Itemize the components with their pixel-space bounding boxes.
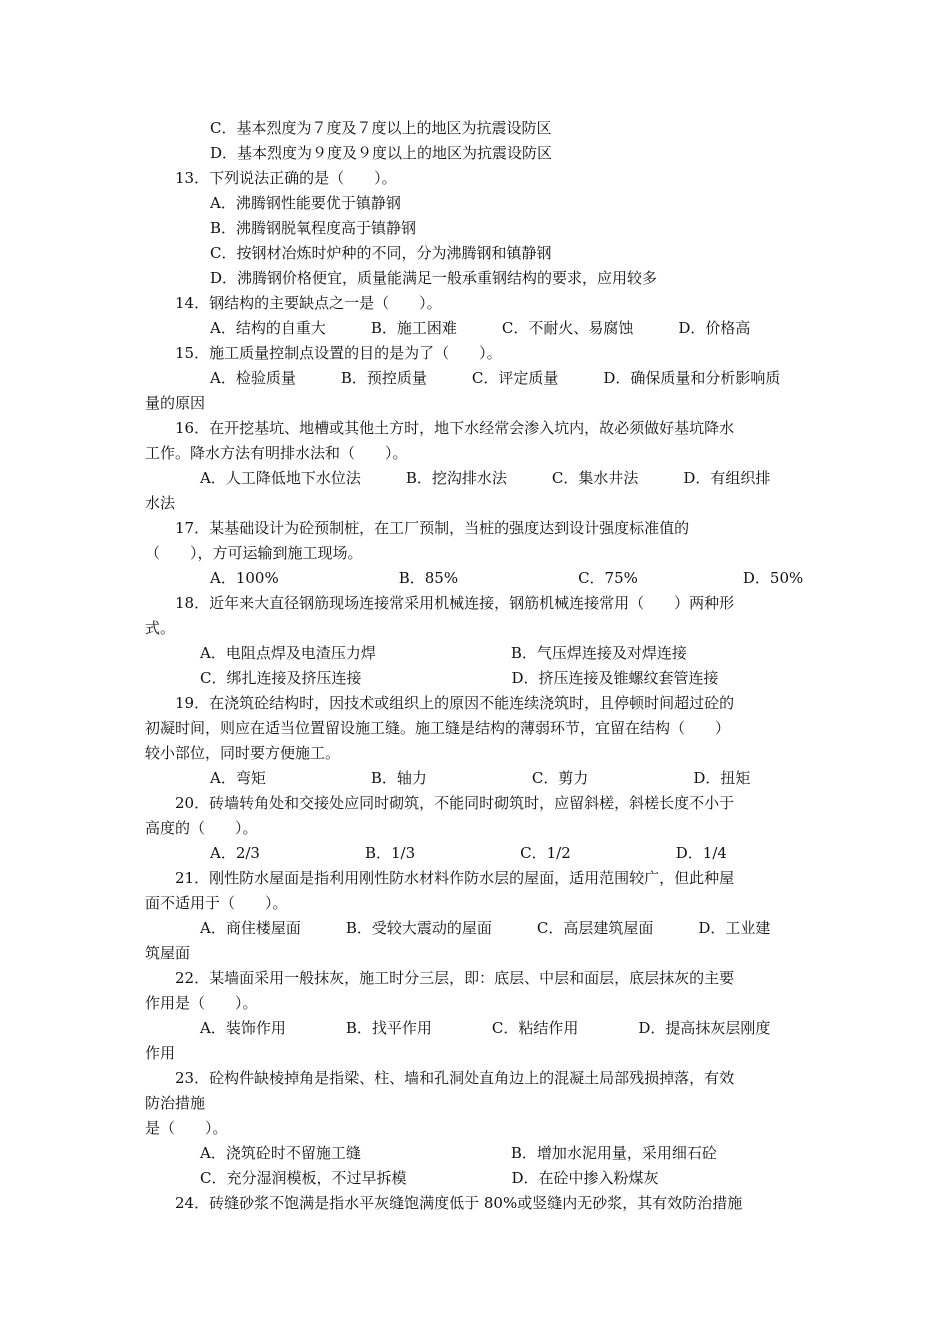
question-23: 23．砼构件缺棱掉角是指梁、柱、墙和孔洞处直角边上的混凝土局部残损掉落，有效 <box>175 1069 735 1087</box>
option-a-13: A．沸腾钢性能要优于镇静钢 <box>210 194 401 212</box>
option-c-12: C．基本烈度为７度及７度以上的地区为抗震设防区 <box>210 119 552 137</box>
options-22: A．装饰作用 B．找平作用 C．粘结作用 D．提高抹灰层刚度 <box>200 1019 771 1037</box>
options-18-ab: A．电阻点焊及电渣压力焊 B．气压焊连接及对焊连接 <box>200 644 687 662</box>
question-23-cont-1: 防治措施 <box>145 1094 206 1112</box>
options-19: A．弯矩 B．轴力 C．剪力 D．扭矩 <box>210 769 751 787</box>
question-17: 17．某基础设计为砼预制桩，在工厂预制，当桩的强度达到设计强度标准值的 <box>175 519 690 537</box>
option-d-13: D．沸腾钢价格便宜，质量能满足一般承重钢结构的要求，应用较多 <box>210 269 658 287</box>
question-22: 22．某墙面采用一般抹灰，施工时分三层，即：底层、中层和面层，底层抹灰的主要 <box>175 969 735 987</box>
question-23-cont-2: 是（ ）。 <box>145 1119 228 1137</box>
question-19-cont-1: 初凝时间，则应在适当位置留设施工缝。施工缝是结构的薄弱环节，宜留在结构（ ） <box>145 719 731 737</box>
question-15: 15．施工质量控制点设置的目的是为了（ ）。 <box>175 344 502 362</box>
question-13: 13．下列说法正确的是（ ）。 <box>175 169 397 187</box>
options-20: A．2/3 B．1/3 C．1/2 D．1/4 <box>210 844 727 862</box>
question-20-cont: 高度的（ ）。 <box>145 819 258 837</box>
question-17-cont: （ ），方可运输到施工现场。 <box>145 544 363 562</box>
options-23-ab: A．浇筑砼时不留施工缝 B．增加水泥用量，采用细石砼 <box>200 1144 717 1162</box>
question-22-cont: 作用是（ ）。 <box>145 994 258 1012</box>
options-16-cont: 水法 <box>145 494 176 512</box>
question-19: 19．在浇筑砼结构时，因技术或组织上的原因不能连续浇筑时，且停顿时间超过砼的 <box>175 694 735 712</box>
option-b-13: B．沸腾钢脱氧程度高于镇静钢 <box>210 219 417 237</box>
options-21: A．商住楼屋面 B．受较大震动的屋面 C．高层建筑屋面 D．工业建 <box>200 919 771 937</box>
question-21-cont: 面不适用于（ ）。 <box>145 894 288 912</box>
options-22-cont: 作用 <box>145 1044 176 1062</box>
question-18-cont: 式。 <box>145 619 176 637</box>
options-14: A．结构的自重大 B．施工困难 C．不耐火、易腐蚀 D．价格高 <box>210 319 751 337</box>
option-d-12: D．基本烈度为９度及９度以上的地区为抗震设防区 <box>210 144 553 162</box>
question-18: 18．近年来大直径钢筋现场连接常采用机械连接，钢筋机械连接常用（ ）两种形 <box>175 594 735 612</box>
option-c-13: C．按钢材冶炼时炉种的不同，分为沸腾钢和镇静钢 <box>210 244 552 262</box>
options-15-cont: 量的原因 <box>145 394 206 412</box>
options-15: A．检验质量 B．预控质量 C．评定质量 D．确保质量和分析影响质 <box>210 369 781 387</box>
question-14: 14．钢结构的主要缺点之一是（ ）。 <box>175 294 442 312</box>
question-24: 24．砖缝砂浆不饱满是指水平灰缝饱满度低于 80%或竖缝内无砂浆，其有效防治措施 <box>175 1194 743 1212</box>
options-21-cont: 筑屋面 <box>145 944 191 962</box>
question-21: 21．刚性防水屋面是指利用刚性防水材料作防水层的屋面，适用范围较广，但此种屋 <box>175 869 735 887</box>
question-20: 20．砖墙转角处和交接处应同时砌筑，不能同时砌筑时，应留斜槎，斜槎长度不小于 <box>175 794 735 812</box>
question-16-cont: 工作。降水方法有明排水法和（ ）。 <box>145 444 408 462</box>
question-19-cont-2: 较小部位，同时要方便施工。 <box>145 744 341 762</box>
options-16: A．人工降低地下水位法 B．挖沟排水法 C．集水井法 D．有组织排 <box>200 469 771 487</box>
options-18-cd: C．绑扎连接及挤压连接 D．挤压连接及锥螺纹套管连接 <box>200 669 719 687</box>
options-23-cd: C．充分湿润模板，不过早拆模 D．在砼中掺入粉煤灰 <box>200 1169 659 1187</box>
question-16: 16．在开挖基坑、地槽或其他土方时，地下水经常会渗入坑内，故必须做好基坑降水 <box>175 419 735 437</box>
options-17: A．100% B．85% C．75% D．50% <box>210 569 804 587</box>
